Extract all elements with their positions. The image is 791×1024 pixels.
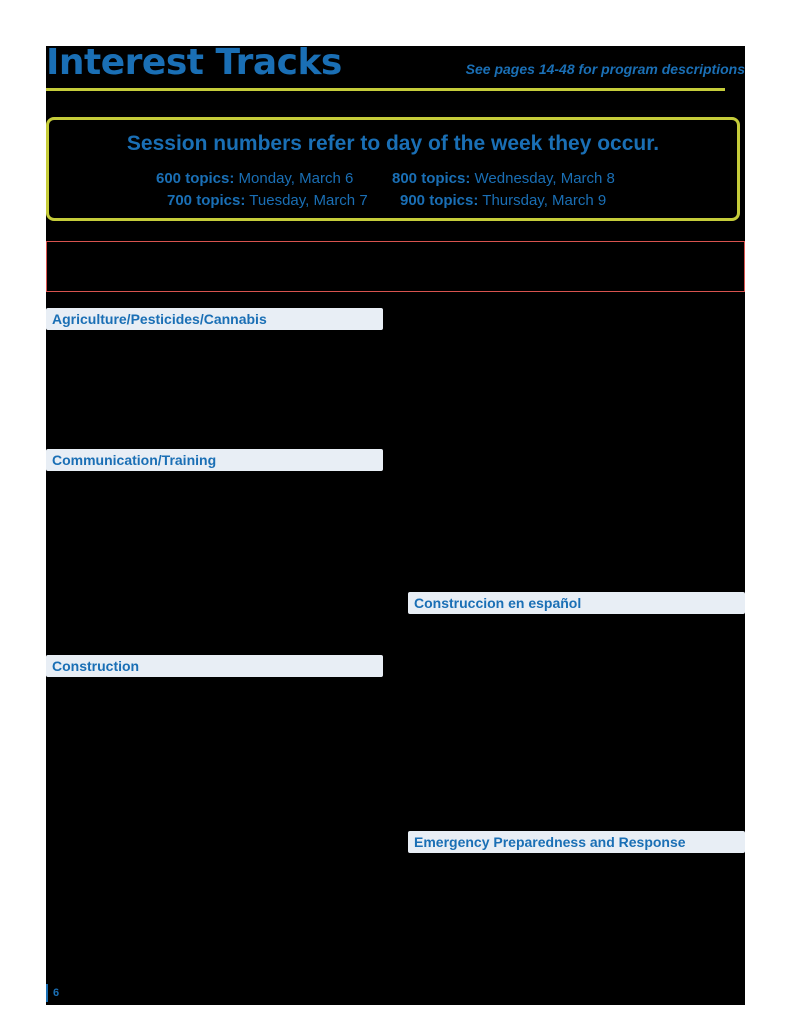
program-descriptions-note: See pages 14-48 for program descriptions (465, 61, 745, 77)
track-communication: Communication/Training (46, 449, 383, 471)
highlight-box (46, 241, 745, 292)
schedule-item-900 (400, 192, 606, 209)
schedule-label: 800 topics: (392, 170, 471, 187)
schedule-day: Wednesday, March 8 (474, 170, 615, 187)
schedule-day: Tuesday, March 7 (249, 192, 368, 209)
schedule-item-700 (167, 192, 368, 209)
schedule-item-600 (156, 170, 353, 187)
schedule-label: 600 topics: (156, 170, 235, 187)
page-number: 6 (53, 987, 60, 999)
page-number-bar (46, 984, 48, 1002)
page (46, 42, 745, 1005)
track-emergency: Emergency Preparedness and Response (408, 831, 745, 853)
page-title: Interest Tracks (46, 42, 342, 83)
schedule-label: 700 topics: (167, 192, 246, 209)
schedule-item-800 (392, 170, 615, 187)
session-notice-box (46, 117, 740, 221)
notice-heading: Session numbers refer to day of the week they occur. (126, 132, 660, 155)
title-divider (46, 88, 725, 91)
schedule-day: Thursday, March 9 (482, 192, 607, 209)
schedule-day: Monday, March 6 (238, 170, 354, 187)
track-construccion-espanol: Construccion en español (408, 592, 745, 614)
track-agriculture: Agriculture/Pesticides/Cannabis (46, 308, 383, 330)
track-construction: Construction (46, 655, 383, 677)
schedule-label: 900 topics: (400, 192, 479, 209)
